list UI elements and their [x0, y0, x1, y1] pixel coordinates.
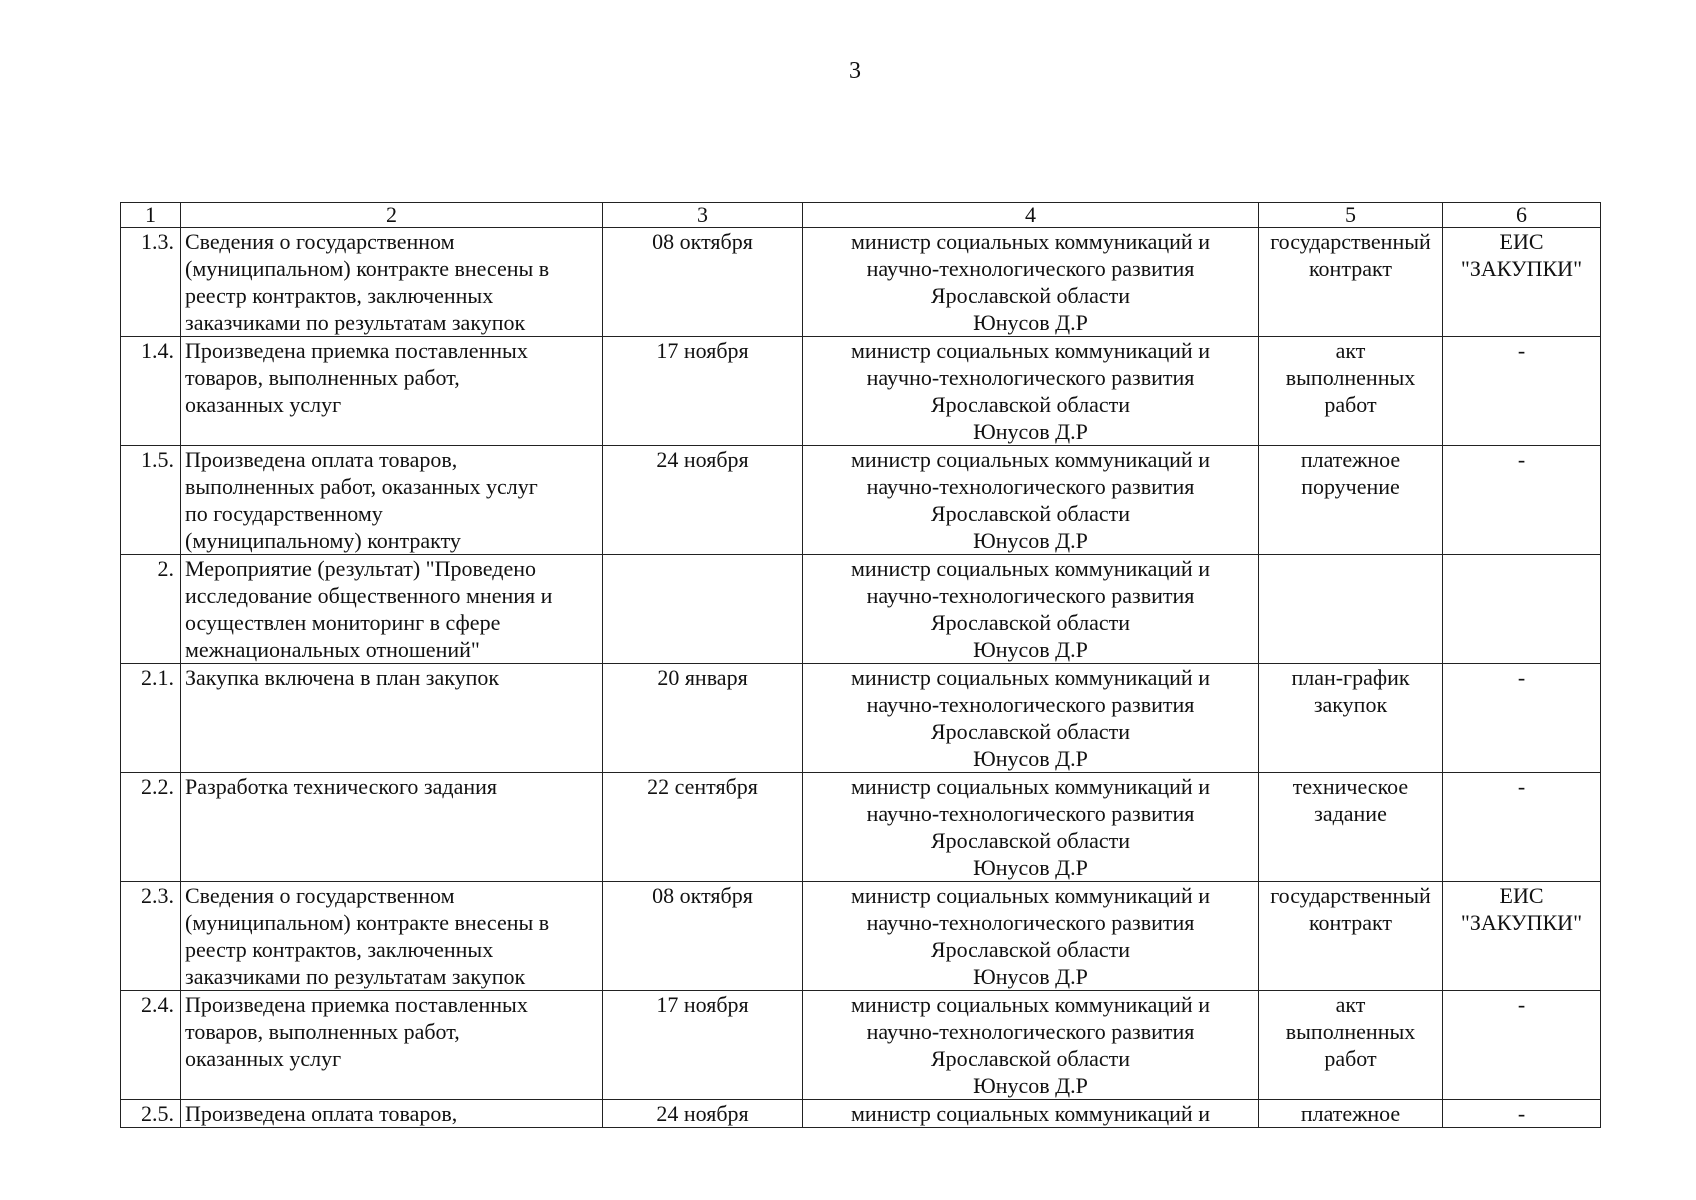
row-document-type: [1259, 446, 1443, 555]
row-deadline-text: 08 октября: [652, 883, 753, 908]
row-information-system: [1443, 991, 1601, 1100]
column-number-5: 5: [1259, 203, 1443, 228]
row-document-type-text: акт выполненных работ: [1285, 338, 1416, 417]
row-responsible: [803, 1100, 1259, 1128]
row-document-type-text: платежное: [1300, 1101, 1401, 1126]
row-number: [121, 664, 181, 773]
page-number: 3: [849, 58, 861, 84]
row-description: [181, 446, 603, 555]
row-responsible: [803, 773, 1259, 882]
row-deadline-text: 17 ноября: [656, 338, 749, 363]
row-responsible-text: министр социальных коммуникаций и научно-технологического развития Ярославской области Юнусов Д.Р: [851, 447, 1210, 553]
row-responsible: [803, 882, 1259, 991]
row-information-system-text: -: [1517, 774, 1526, 799]
row-deadline-text: 22 сентября: [647, 774, 758, 799]
row-information-system: [1443, 664, 1601, 773]
row-description-text: Произведена оплата товаров, выполненных работ, оказанных услуг по государственному (муниципальному) контракту: [185, 447, 538, 553]
row-deadline-text: 17 ноября: [656, 992, 749, 1017]
row-description-text: Произведена приемка поставленных товаров, выполненных работ, оказанных услуг: [185, 338, 528, 417]
row-document-type: [1259, 555, 1443, 664]
table-row: [121, 664, 1601, 773]
row-document-type: [1259, 337, 1443, 446]
row-responsible-text: министр социальных коммуникаций и научно-технологического развития Ярославской области Юнусов Д.Р: [851, 992, 1210, 1098]
row-document-type: [1259, 664, 1443, 773]
row-description: [181, 228, 603, 337]
row-description: [181, 773, 603, 882]
row-information-system: [1443, 555, 1601, 664]
table-row: [121, 228, 1601, 337]
table-row: [121, 446, 1601, 555]
row-number-text: 1.4.: [141, 338, 174, 363]
column-number-3: 3: [603, 203, 803, 228]
row-description: [181, 991, 603, 1100]
row-responsible: [803, 337, 1259, 446]
column-number-1: 1: [121, 203, 181, 228]
table-row: [121, 773, 1601, 882]
row-description: [181, 664, 603, 773]
row-description: [181, 555, 603, 664]
row-deadline: [603, 228, 803, 337]
row-deadline-text: 24 ноября: [656, 1101, 749, 1126]
row-description-text: Произведена оплата товаров,: [185, 1101, 458, 1126]
row-deadline: [603, 773, 803, 882]
row-description: [181, 882, 603, 991]
row-information-system: [1443, 446, 1601, 555]
row-document-type-text: план-график закупок: [1291, 665, 1410, 717]
row-number-text: 2.1.: [141, 665, 174, 690]
row-description: [181, 337, 603, 446]
row-information-system-text: -: [1517, 338, 1526, 363]
row-description-text: Закупка включена в план закупок: [185, 665, 500, 690]
table-row: [121, 555, 1601, 664]
row-information-system: [1443, 1100, 1601, 1128]
column-number-2: 2: [181, 203, 603, 228]
row-responsible-text: министр социальных коммуникаций и научно-технологического развития Ярославской области Юнусов Д.Р: [851, 665, 1210, 771]
row-deadline: [603, 1100, 803, 1128]
row-document-type-text: платежное поручение: [1300, 447, 1401, 499]
row-description-text: Разработка технического задания: [185, 774, 497, 799]
row-document-type-text: акт выполненных работ: [1285, 992, 1416, 1071]
row-document-type-text: государственный контракт: [1270, 883, 1431, 935]
row-description: [181, 1100, 603, 1128]
column-number-6: 6: [1443, 203, 1601, 228]
table-header-row: [121, 203, 1601, 228]
row-number: [121, 228, 181, 337]
row-information-system: [1443, 337, 1601, 446]
row-deadline: [603, 555, 803, 664]
row-number: [121, 991, 181, 1100]
row-number-text: 1.5.: [141, 447, 174, 472]
row-responsible: [803, 228, 1259, 337]
row-information-system-text: -: [1517, 992, 1526, 1017]
table-row: [121, 991, 1601, 1100]
row-information-system-text: ЕИС "ЗАКУПКИ": [1460, 229, 1583, 281]
row-responsible-text: министр социальных коммуникаций и научно-технологического развития Ярославской области Юнусов Д.Р: [851, 556, 1210, 662]
row-deadline-text: 08 октября: [652, 229, 753, 254]
row-description-text: Сведения о государственном (муниципальном) контракте внесены в реестр контрактов, заключенных заказчиками по результатам закупок: [185, 883, 550, 989]
row-information-system: [1443, 773, 1601, 882]
row-number: [121, 773, 181, 882]
row-number: [121, 1100, 181, 1128]
plan-table: [120, 202, 1601, 1128]
row-responsible: [803, 664, 1259, 773]
row-document-type-text: техническое задание: [1292, 774, 1409, 826]
row-deadline-text: 20 января: [657, 665, 748, 690]
row-responsible: [803, 555, 1259, 664]
row-document-type: [1259, 773, 1443, 882]
row-deadline: [603, 446, 803, 555]
row-information-system: [1443, 882, 1601, 991]
table-row: [121, 882, 1601, 991]
table-row: [121, 337, 1601, 446]
row-number-text: 2.4.: [141, 992, 174, 1017]
row-document-type: [1259, 882, 1443, 991]
row-responsible: [803, 446, 1259, 555]
row-document-type: [1259, 228, 1443, 337]
row-number: [121, 337, 181, 446]
row-responsible-text: министр социальных коммуникаций и научно-технологического развития Ярославской области Юнусов Д.Р: [851, 883, 1210, 989]
row-deadline: [603, 991, 803, 1100]
row-deadline-text: 24 ноября: [656, 447, 749, 472]
row-responsible: [803, 991, 1259, 1100]
row-number-text: 2.2.: [141, 774, 174, 799]
row-description-text: Сведения о государственном (муниципальном) контракте внесены в реестр контрактов, заключенных заказчиками по результатам закупок: [185, 229, 550, 335]
row-responsible-text: министр социальных коммуникаций и научно-технологического развития Ярославской области Юнусов Д.Р: [851, 229, 1210, 335]
row-document-type: [1259, 1100, 1443, 1128]
column-number-4: 4: [803, 203, 1259, 228]
row-number: [121, 555, 181, 664]
row-description-text: Мероприятие (результат) "Проведено исследование общественного мнения и осуществлен мониторинг в сфере межнациональных отношений": [185, 556, 553, 662]
row-number: [121, 446, 181, 555]
table-row: [121, 1100, 1601, 1128]
row-description-text: Произведена приемка поставленных товаров, выполненных работ, оказанных услуг: [185, 992, 528, 1071]
row-document-type: [1259, 991, 1443, 1100]
row-information-system-text: -: [1517, 665, 1526, 690]
row-number: [121, 882, 181, 991]
row-number-text: 2.: [157, 556, 174, 581]
row-responsible-text: министр социальных коммуникаций и: [851, 1101, 1210, 1126]
row-number-text: 1.3.: [141, 229, 174, 254]
row-information-system: [1443, 228, 1601, 337]
row-information-system-text: -: [1517, 1101, 1526, 1126]
row-responsible-text: министр социальных коммуникаций и научно-технологического развития Ярославской области Юнусов Д.Р: [851, 774, 1210, 880]
row-deadline: [603, 337, 803, 446]
row-responsible-text: министр социальных коммуникаций и научно-технологического развития Ярославской области Юнусов Д.Р: [851, 338, 1210, 444]
row-number-text: 2.3.: [141, 883, 174, 908]
row-document-type-text: государственный контракт: [1270, 229, 1431, 281]
row-deadline: [603, 664, 803, 773]
row-information-system-text: -: [1517, 447, 1526, 472]
row-information-system-text: ЕИС "ЗАКУПКИ": [1460, 883, 1583, 935]
row-number-text: 2.5.: [141, 1101, 174, 1126]
row-deadline: [603, 882, 803, 991]
